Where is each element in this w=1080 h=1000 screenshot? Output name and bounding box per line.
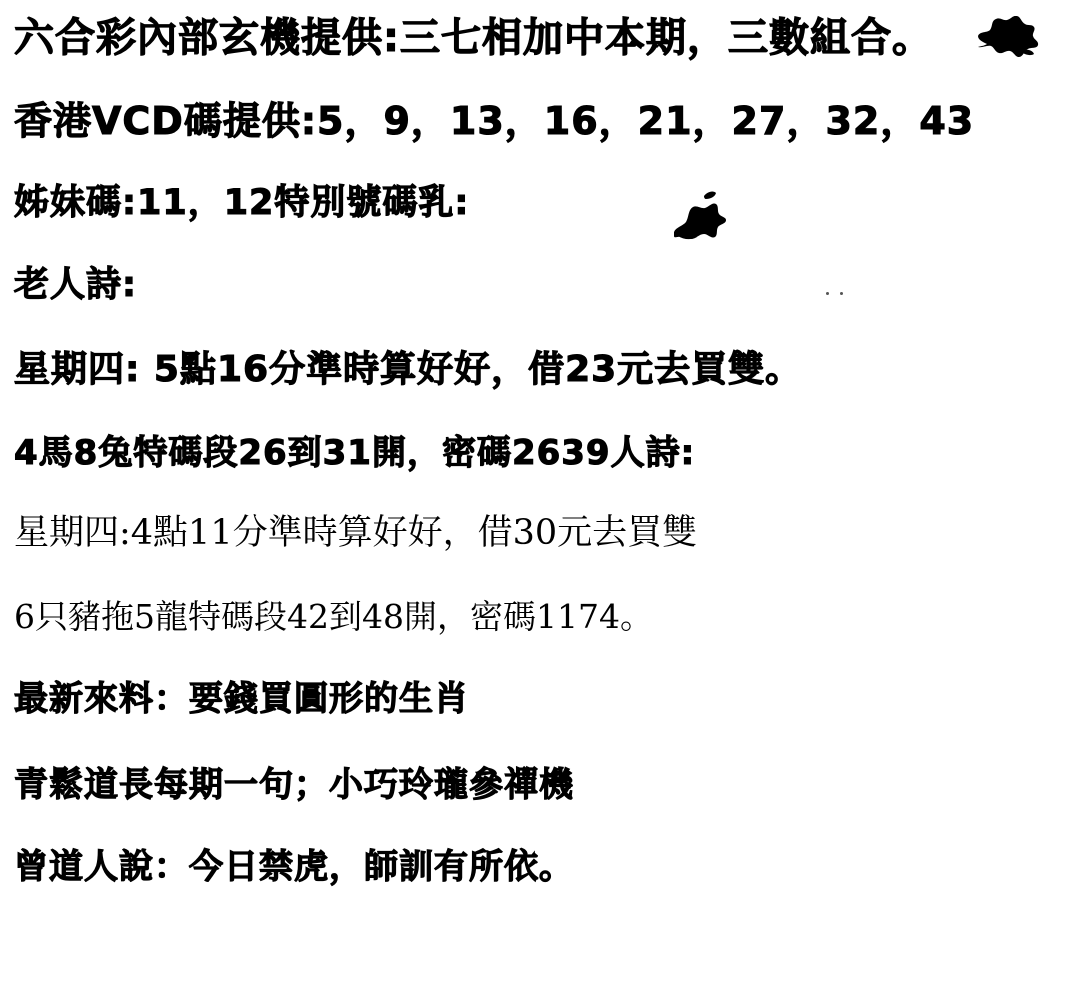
line-hk-vcd-numbers: 香港VCD碼提供:5，9，13，16，21，27，32，43 [14,99,975,143]
line-thursday-poem-2: 星期四:4點11分準時算好好，借30元去買雙 [14,513,698,553]
ink-blot-icon [975,16,1043,60]
line-sister-numbers: 姊妹碼:11，12特別號碼乳: [14,183,470,223]
line-latest-material: 最新來料：要錢買圓形的生肖 [14,679,469,719]
line-thursday-poem-1: 星期四: 5點16分準時算好好，借23元去買雙。 [14,349,803,390]
line-zengdaoren-saying: 曾道人說：今日禁虎，師訓有所依。 [14,847,574,887]
line-old-man-poem-label: 老人詩: [14,265,137,305]
faint-dot-marks [826,292,854,300]
line-lottery-intro: 六合彩內部玄機提供:三七相加中本期，三數組合。 [14,15,933,61]
line-qingsong-saying: 青鬆道長每期一句；小巧玲瓏參禪機 [14,765,574,805]
line-horse-rabbit-code: 4馬8兔特碼段26到31開，密碼2639人詩: [14,433,696,473]
ink-blot-icon [668,186,730,242]
line-pig-dragon-code: 6只豬拖5龍特碼段42到48開，密碼1174。 [14,597,653,636]
